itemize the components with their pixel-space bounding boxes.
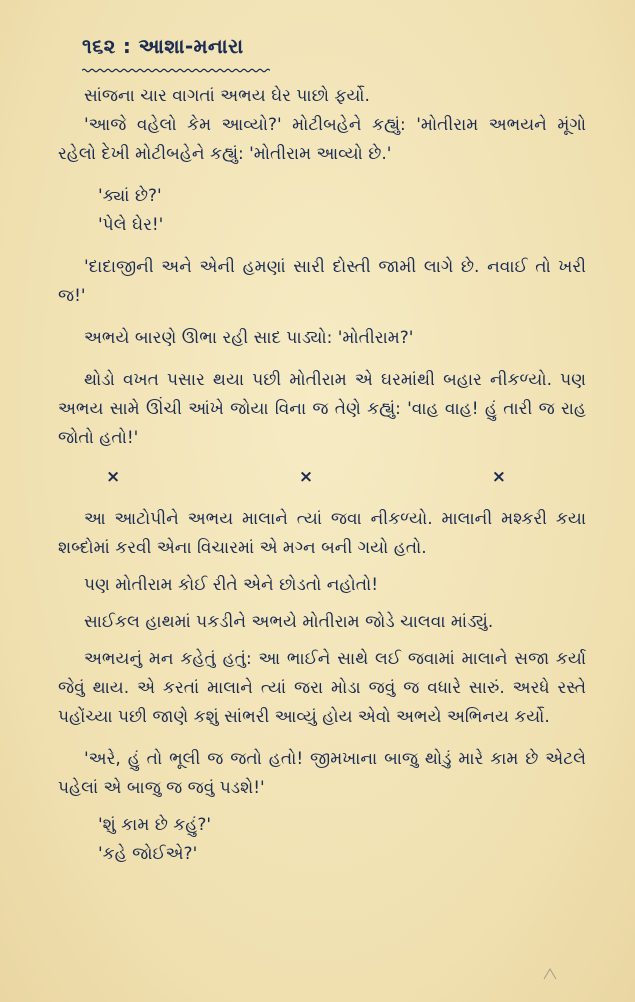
- paragraph-call-motiram: અભયે બારણે ઊભા રહી સાદ પાડ્યો: 'મોતીરામ?': [84, 328, 414, 348]
- faint-print-mark-icon: [543, 968, 557, 980]
- paragraph-motiram-follows: પણ મોતીરામ કોઈ રીતે એને છોડતો નહોતો!: [84, 575, 379, 595]
- paragraph-motiram-emerges: થોડો વખત પસાર થયા પછી મોતીરામ એ ઘરમાંથી બહાર નીકળ્યો. પણ અભય સામે ઊંચી આંખે જોયા વિના જ તેણે કહ્યું: 'વાહ વાહ! હું તારી જ રાહ જોતો હતો!': [58, 370, 586, 448]
- section-break-mark: ×: [298, 467, 314, 487]
- header-separator: :: [122, 34, 132, 58]
- paragraph-gymkhana: 'અરે, હું તો ભૂલી જ જતો હતો! જીમખાના બાજુ થોડું મારે કામ છે એટલે પહેલાં એ બાજુ જ જવું પડશે!': [58, 749, 586, 798]
- section-break: [106, 465, 506, 489]
- running-header: [82, 34, 244, 58]
- page-number: ૧૬૨: [82, 34, 116, 58]
- paragraph-say-it: 'કહે જોઈએ?': [98, 844, 198, 864]
- paragraph-leave-for-mala: આ આટોપીને અભય માલાને ત્યાં જવા નીકળ્યો. માલાની મશ્કરી કયા શબ્દોમાં કરવી એના વિચારમાં એ મગ્ન બની ગયો હતો.: [58, 509, 586, 558]
- paragraph-abhay-thinks: અભયનું મન કહેતું હતું: આ ભાઈને સાથે લઈ જવામાં માલાને સજા કર્યા જેવું થાય. એ કરતાં માલાને ત્યાં જરા મોડા જવું જ વધારે સારું. અરધે રસ્તે પહોંચ્યા પછી જાણે કશું સાંભરી આવ્યું હોય એવો અભયે અભિનય કર્યો.: [58, 649, 586, 727]
- paragraph-where: 'ક્યાં છે?': [98, 186, 162, 206]
- section-break-mark: ×: [491, 467, 506, 487]
- paragraph-elder-sister: 'આજે વહેલો કેમ આવ્યો?' મોટીબહેને કહ્યું: 'મોતીરામ અભયને મૂંગો રહેલો દેખી મોટીબહેને કહ્યું: 'મોતીરામ આવ્યો છે.': [58, 115, 586, 164]
- book-title: આશા-મનારા: [138, 34, 244, 58]
- paragraph-other-house: 'પેલે ઘેર!': [98, 215, 164, 235]
- wavy-rule-graphic: [82, 68, 270, 73]
- paragraph-grandfather-friendship: 'દાદાજીની અને એની હમણાં સારી દોસ્તી જામી લાગે છે. નવાઈ તો ખરી જ!': [58, 257, 586, 306]
- paragraph-bicycle-walk: સાઈકલ હાથમાં પકડીને અભયે મોતીરામ જોડે ચાલવા માંડ્યું.: [84, 612, 494, 632]
- body-text: [58, 82, 586, 869]
- header-wavy-rule: [82, 68, 270, 73]
- paragraph-return-home: સાંજના ચાર વાગતાં અભય ઘેર પાછો ફર્યો.: [84, 86, 370, 106]
- paragraph-what-work: 'શું કામ છે કહું?': [98, 815, 212, 835]
- section-break-mark: ×: [106, 467, 121, 487]
